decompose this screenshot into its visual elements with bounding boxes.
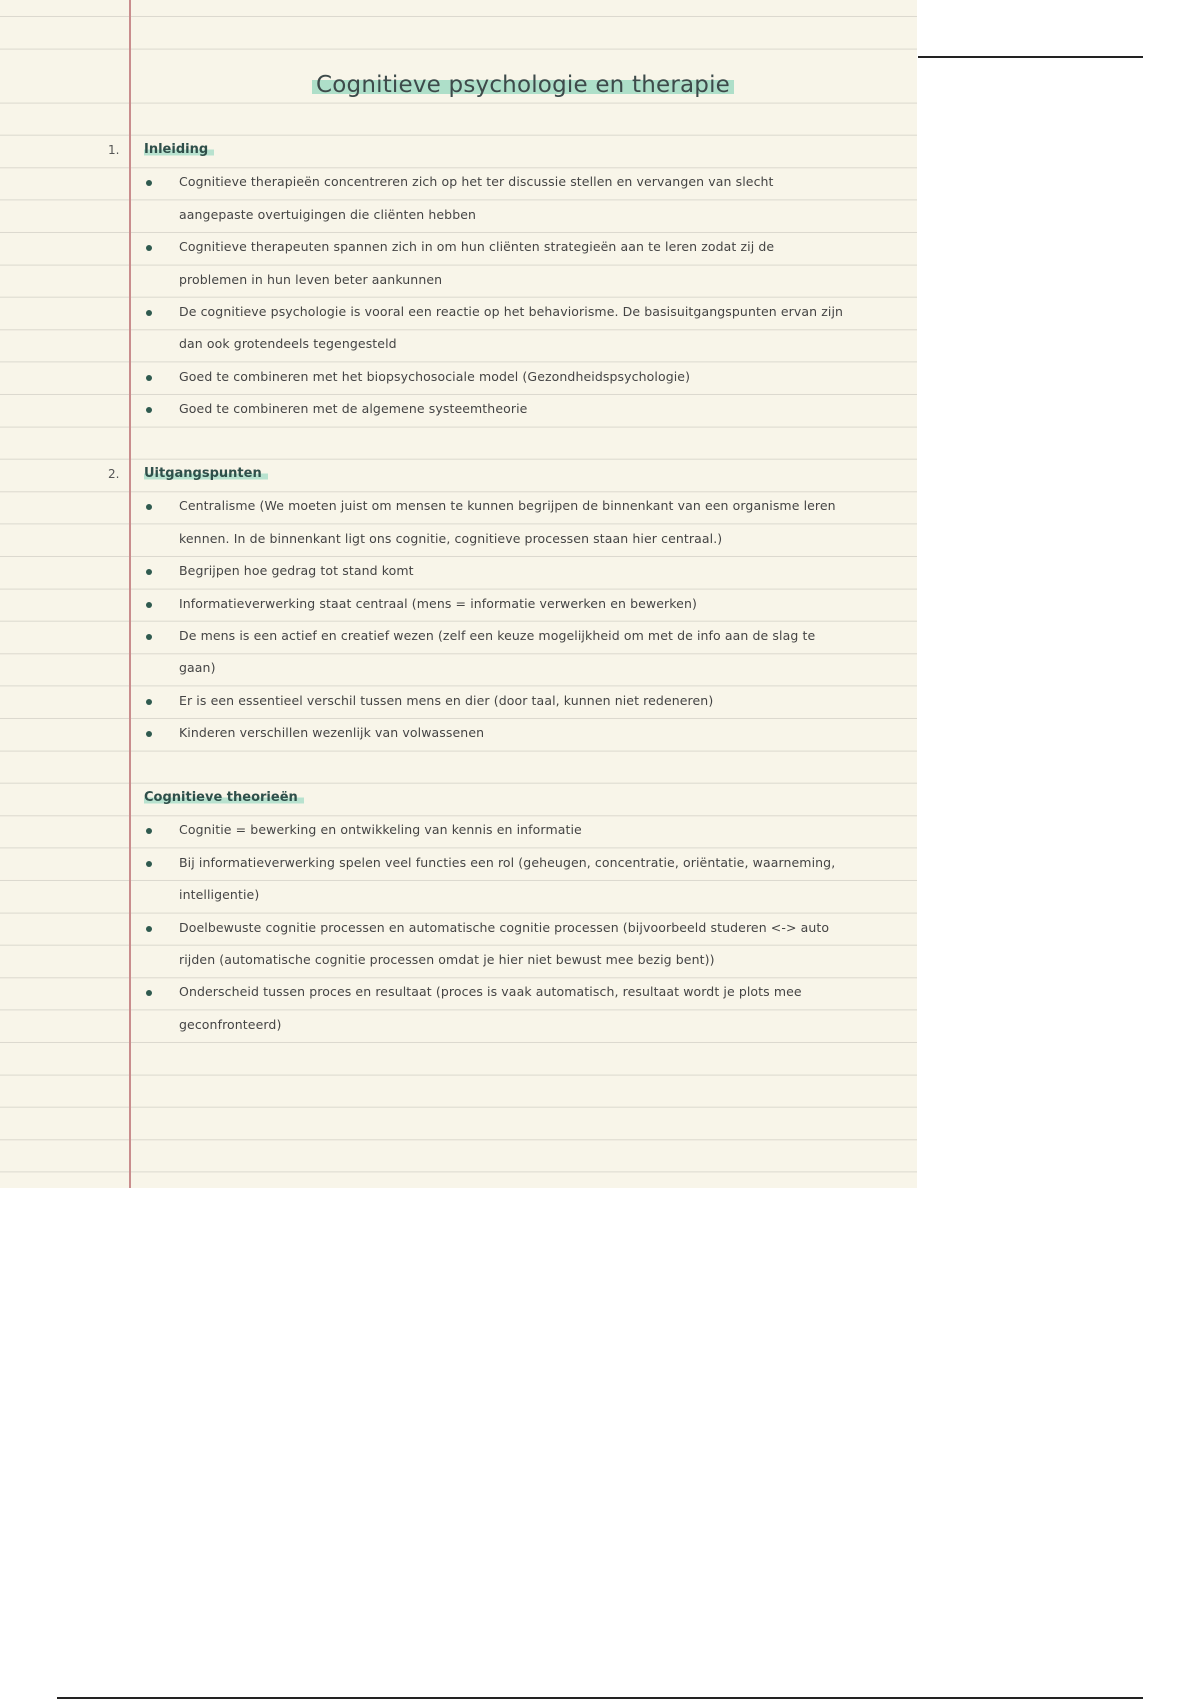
- bullet-text: Doelbewuste cognitie processen en automatische cognitie processen (bijvoorbeeld studeren <-> auto: [179, 919, 830, 935]
- bullet-dot: [146, 504, 152, 510]
- section-number: 1.: [108, 143, 120, 157]
- bullet-text: Er is een essentieel verschil tussen mens en dier (door taal, kunnen niet redeneren): [179, 692, 714, 708]
- bullet-text: Begrijpen hoe gedrag tot stand komt: [179, 563, 414, 579]
- bullet-dot: [146, 926, 152, 932]
- bullet-text-continuation: kennen. In de binnenkant ligt ons cognitie, cognitieve processen staan hier centraal.): [179, 530, 723, 546]
- bullet-text: De cognitieve psychologie is vooral een reactie op het behaviorisme. De basisuitgangspunten ervan zijn: [179, 304, 844, 319]
- bottom-rule: [57, 1697, 1143, 1699]
- bullet-text: Bij informatieverwerking spelen veel functies een rol (geheugen, concentratie, oriëntatie, waarneming,: [179, 854, 836, 870]
- section-heading: Inleiding: [144, 142, 214, 157]
- page-title: Cognitieve psychologie en therapie: [312, 72, 734, 98]
- bullet-dot: [146, 634, 152, 640]
- bullet-text: De mens is een actief en creatief wezen (zelf een keuze mogelijkheid om met de info aan de slag te: [179, 628, 816, 643]
- section-heading: Cognitieve theorieën: [144, 790, 304, 805]
- bullet-dot: [146, 407, 152, 413]
- bullet-text-continuation: aangepaste overtuigingen die cliënten hebben: [179, 206, 477, 222]
- bullet-dot: [146, 990, 152, 996]
- bullet-dot: [146, 310, 152, 316]
- bullet-text: Kinderen verschillen wezenlijk van volwassenen: [179, 725, 485, 741]
- bullet-dot: [146, 569, 152, 575]
- bullet-text: Cognitie = bewerking en ontwikkeling van kennis en informatie: [179, 822, 582, 838]
- bullet-dot: [146, 245, 152, 251]
- bullet-dot: [146, 731, 152, 737]
- section-number: 2.: [108, 467, 120, 481]
- margin-line: [129, 0, 131, 1188]
- top-right-rule: [918, 56, 1143, 58]
- bullet-dot: [146, 828, 152, 834]
- bullet-text: Goed te combineren met de algemene systeemtheorie: [179, 401, 528, 417]
- bullet-text: Centralisme (We moeten juist om mensen te kunnen begrijpen de binnenkant van een organisme leren: [179, 498, 836, 514]
- bullet-dot: [146, 602, 152, 608]
- bullet-text-continuation: gaan): [179, 660, 216, 676]
- bullet-dot: [146, 699, 152, 705]
- bullet-dot: [146, 180, 152, 186]
- bullet-dot: [146, 861, 152, 867]
- bullet-text: Cognitieve therapeuten spannen zich in om hun cliënten strategieën aan te leren zodat zij de: [179, 239, 775, 255]
- bullet-text: Cognitieve therapieën concentreren zich op het ter discussie stellen en vervangen van slecht: [179, 174, 774, 190]
- bullet-text-continuation: dan ook grotendeels tegengesteld: [179, 336, 397, 352]
- bullet-text-continuation: problemen in hun leven beter aankunnen: [179, 271, 443, 287]
- bullet-text-continuation: rijden (automatische cognitie processen omdat je hier niet bewust mee bezig bent)): [179, 952, 715, 967]
- bullet-text-continuation: intelligentie): [179, 887, 260, 903]
- bullet-text-continuation: geconfronteerd): [179, 1016, 282, 1032]
- bullet-text: Onderscheid tussen proces en resultaat (proces is vaak automatisch, resultaat wordt je plots mee: [179, 984, 802, 1000]
- section-heading: Uitgangspunten: [144, 466, 268, 481]
- bullet-text: Informatieverwerking staat centraal (mens = informatie verwerken en bewerken): [179, 595, 697, 611]
- bullet-dot: [146, 375, 152, 381]
- bullet-text: Goed te combineren met het biopsychosociale model (Gezondheidspsychologie): [179, 368, 691, 384]
